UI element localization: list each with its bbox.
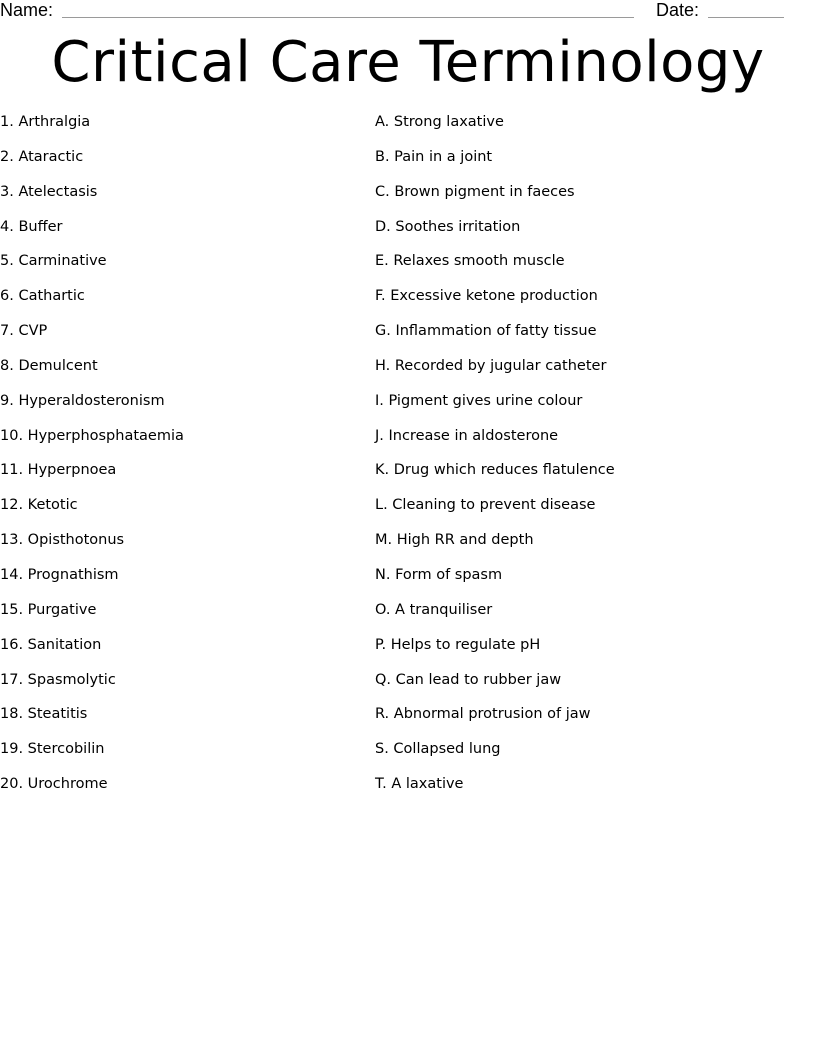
term-item: 12. Ketotic: [0, 497, 78, 514]
definition-item: A. Strong laxative: [375, 114, 504, 130]
name-blank-line: [62, 17, 634, 18]
term-item: 15. Purgative: [0, 601, 97, 618]
term-item: 9. Hyperaldosteronism: [0, 392, 165, 409]
definition-item: K. Drug which reduces flatulence: [375, 462, 615, 479]
definition-item: G. Inflammation of fatty tissue: [375, 323, 597, 340]
term-item: 5. Carminative: [0, 253, 107, 270]
name-label: Name:: [0, 0, 54, 20]
definition-item: Q. Can lead to rubber jaw: [375, 671, 562, 688]
definition-item: I. Pigment gives urine colour: [375, 392, 583, 409]
definition-item: E. Relaxes smooth muscle: [375, 253, 565, 270]
term-item: 14. Prognathism: [0, 566, 119, 583]
definition-item: J. Increase in aldosterone: [375, 427, 559, 444]
definition-item: D. Soothes irritation: [375, 218, 521, 235]
definition-item: F. Excessive ketone production: [375, 288, 598, 305]
terms-list: [0, 111, 360, 808]
term-item: 19. Stercobilin: [0, 741, 105, 758]
definition-item: N. Form of spasm: [375, 566, 503, 583]
definition-item: R. Abnormal protrusion of jaw: [375, 706, 591, 723]
term-item: 3. Atelectasis: [0, 183, 98, 200]
term-item: 7. CVP: [0, 323, 48, 340]
term-item: 1. Arthralgia: [0, 114, 91, 130]
term-item: 16. Sanitation: [0, 636, 102, 653]
definition-item: T. A laxative: [375, 776, 464, 793]
definition-item: O. A tranquiliser: [375, 601, 493, 618]
term-item: 2. Ataractic: [0, 148, 84, 165]
term-item: 6. Cathartic: [0, 288, 85, 305]
term-item: 18. Steatitis: [0, 706, 88, 723]
worksheet-header: [0, 0, 816, 22]
definition-item: H. Recorded by jugular catheter: [375, 357, 607, 374]
date-blank-line: [708, 17, 784, 18]
definition-item: L. Cleaning to prevent disease: [375, 497, 596, 514]
definition-item: S. Collapsed lung: [375, 741, 501, 758]
date-label: Date:: [656, 0, 700, 20]
definition-item: B. Pain in a joint: [375, 148, 493, 165]
term-item: 17. Spasmolytic: [0, 671, 116, 688]
definitions-list: [375, 111, 805, 808]
definition-item: C. Brown pigment in faeces: [375, 183, 575, 200]
term-item: 10. Hyperphosphataemia: [0, 427, 184, 444]
definition-item: M. High RR and depth: [375, 532, 534, 549]
page-title: Critical Care Terminology: [51, 30, 765, 95]
term-item: 13. Opisthotonus: [0, 532, 125, 549]
term-item: 4. Buffer: [0, 218, 63, 235]
definition-item: P. Helps to regulate pH: [375, 636, 541, 653]
term-item: 8. Demulcent: [0, 357, 98, 374]
term-item: 11. Hyperpnoea: [0, 462, 117, 479]
term-item: 20. Urochrome: [0, 776, 108, 793]
